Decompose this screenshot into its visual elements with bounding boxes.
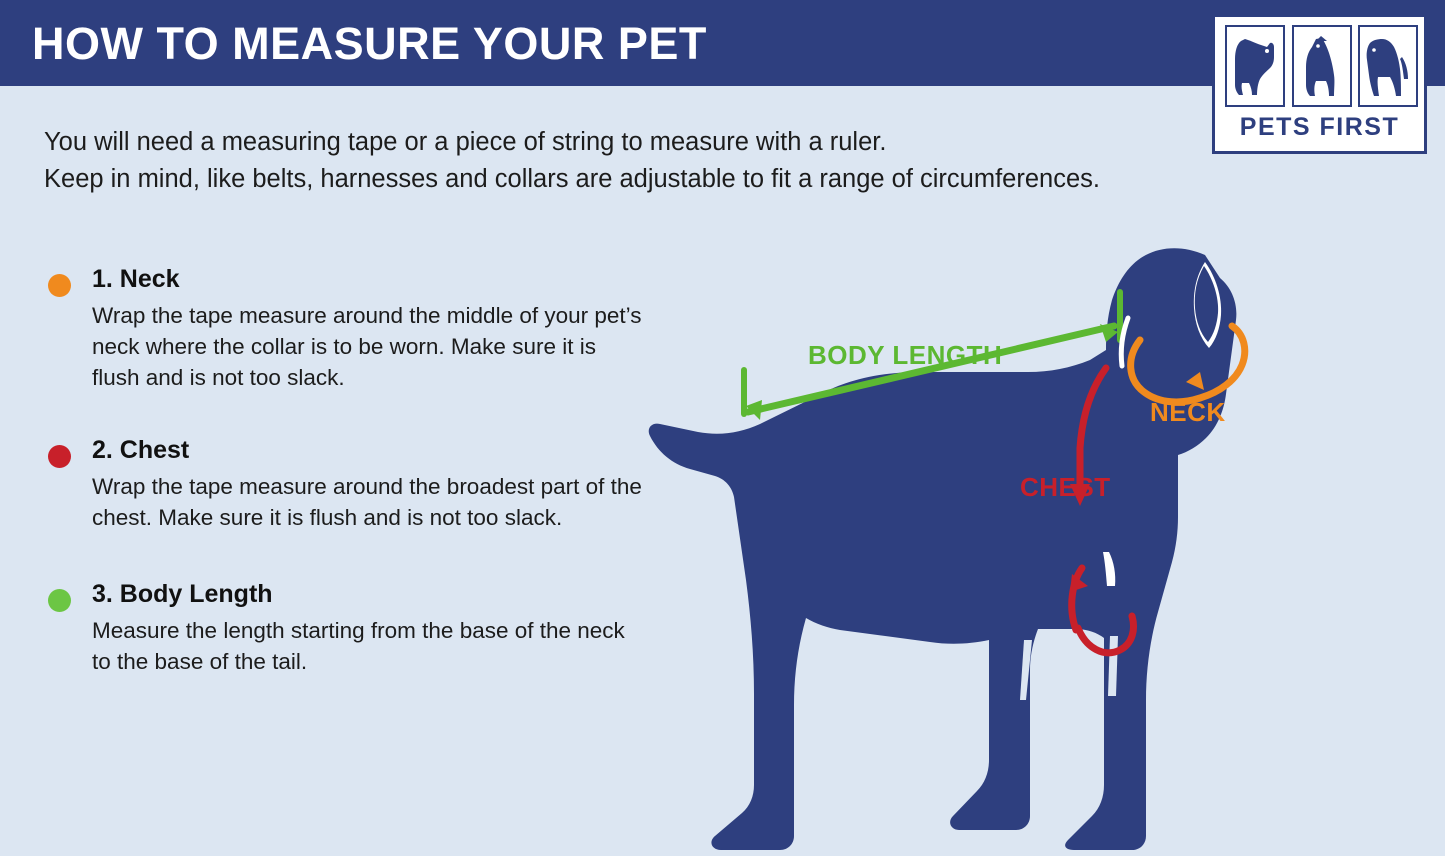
dog-measurement-diagram xyxy=(620,200,1420,850)
bullet-chest-icon xyxy=(48,445,71,468)
step-neck-title: 1. Neck xyxy=(92,265,180,293)
step-neck xyxy=(44,262,644,393)
intro-line-2: Keep in mind, like belts, harnesses and collars are adjustable to fit a range of circumferences. xyxy=(44,165,1100,193)
dog-silhouette-icon-3 xyxy=(1358,25,1418,107)
bullet-neck-icon xyxy=(48,274,71,297)
step-chest-body: Wrap the tape measure around the broadest part of the chest. Make sure it is flush and is not too slack. xyxy=(92,474,642,530)
label-body-length: BODY LENGTH xyxy=(808,340,1003,370)
measurement-steps-list xyxy=(44,262,644,709)
step-body-length-body: Measure the length starting from the base of the neck to the base of the tail. xyxy=(92,618,625,674)
logo-panel-group xyxy=(1225,25,1418,107)
dog-silhouette-icon-1 xyxy=(1225,25,1285,107)
dog-silhouette-icon-2 xyxy=(1292,25,1352,107)
dog-diagram-svg xyxy=(620,200,1420,850)
bullet-body-length-icon xyxy=(48,589,71,612)
logo-wordmark: PETS FIRST xyxy=(1239,113,1400,141)
step-body-length xyxy=(44,577,644,677)
intro-line-1: You will need a measuring tape or a piece of string to measure with a ruler. xyxy=(44,128,887,156)
step-chest-title: 2. Chest xyxy=(92,436,190,464)
step-neck-body: Wrap the tape measure around the middle of your pet’s neck where the collar is to be worn. Make sure it is flush and is not too slack. xyxy=(92,303,642,390)
label-neck: NECK xyxy=(1150,397,1226,427)
step-body-length-title: 3. Body Length xyxy=(92,580,273,608)
dog-silhouette-icon xyxy=(649,248,1237,850)
step-chest xyxy=(44,433,644,533)
intro-text xyxy=(44,124,1304,198)
page-title: HOW TO MEASURE YOUR PET xyxy=(32,18,707,69)
label-chest: CHEST xyxy=(1020,472,1111,502)
